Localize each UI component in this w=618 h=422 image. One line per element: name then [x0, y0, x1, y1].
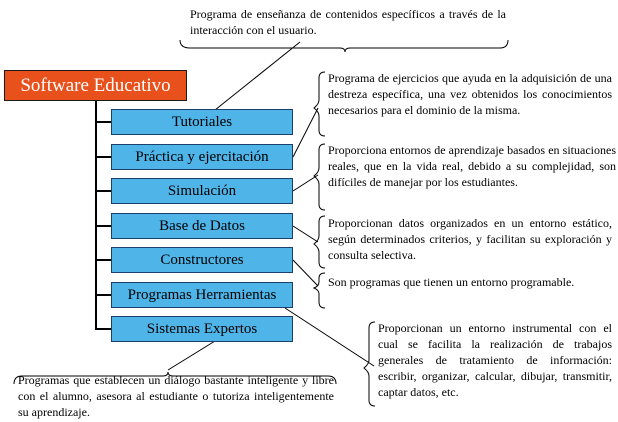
- description-tutoriales: Programa de enseñanza de contenidos específicos a través de la interacción con el usuario.: [190, 7, 506, 37]
- description-constructores: Son programas que tienen un entorno programable.: [328, 275, 575, 289]
- category-base-de-datos: Base de Datos: [111, 213, 293, 239]
- description-sistemas-expertos: Programas que establecen un diálogo bastante inteligente y libre con el alumno, asesora al estudiante o tutoriza inteligentemente su aprendizaje.: [18, 373, 334, 419]
- description-programas-herramientas: Proporcionan un entorno instrumental con el cual se facilita la realización de trabajos generales de tratamiento de información: escribir, organizar, calcular, dibujar, transmitir, captar datos, etc.: [378, 321, 612, 399]
- category-constructores: Constructores: [111, 247, 293, 273]
- category-sistemas-expertos: Sistemas Expertos: [111, 316, 293, 342]
- category-simulacion: Simulación: [111, 178, 293, 204]
- description-base-de-datos: Proporcionan datos organizados en un entorno estático, según determinados criterios, y facilitan su exploración y consulta selectiva.: [328, 216, 612, 262]
- category-practica-ejercitacion: Práctica y ejercitación: [111, 144, 293, 170]
- description-practica-ejercitacion: Programa de ejercicios que ayuda en la adquisición de una destreza específica, una vez obtenidos los conocimientos necesarios para el dominio de la misma.: [328, 71, 612, 117]
- category-programas-herramientas: Programas Herramientas: [111, 282, 293, 308]
- description-simulacion: Proporciona entornos de aprendizaje basados en situaciones reales, que en la vida real, debido a su complejidad, son difíciles de manejar por los estudiantes.: [328, 143, 616, 189]
- category-tutoriales: Tutoriales: [111, 109, 293, 135]
- root-software-educativo: Software Educativo: [4, 70, 187, 101]
